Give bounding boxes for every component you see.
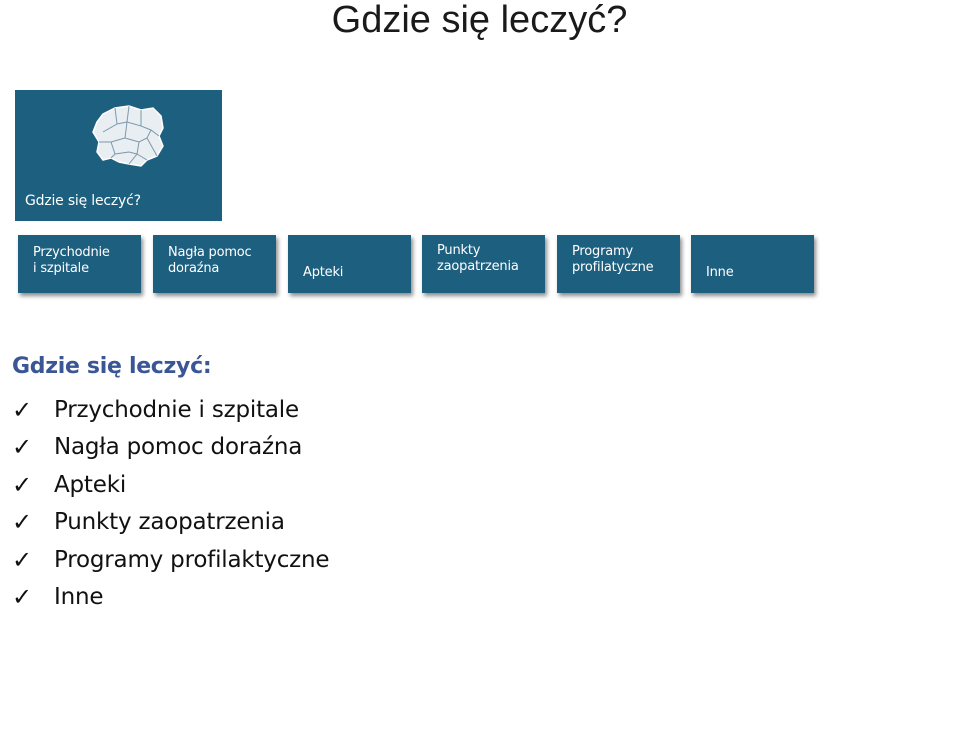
check-icon: ✓	[12, 583, 32, 612]
tile-label: Nagła pomoc doraźna	[168, 245, 252, 276]
list-item-text: Programy profilaktyczne	[54, 546, 330, 573]
hero-tile-gdzie-sie-leczyc[interactable]	[15, 90, 222, 221]
list-item	[12, 466, 329, 504]
check-icon: ✓	[12, 395, 32, 424]
tile-label: Programy profilatyczne	[572, 244, 654, 275]
list-item	[12, 579, 329, 617]
list-item-text: Przychodnie i szpitale	[54, 396, 299, 423]
poland-map-icon	[89, 102, 169, 172]
tile-nagla-pomoc-dorazna[interactable]	[153, 235, 276, 293]
tile-label: Apteki	[303, 265, 344, 280]
tile-programy-profilatyczne[interactable]	[557, 235, 680, 293]
tile-label: Przychodnie i szpitale	[33, 245, 110, 276]
tile-label: Inne	[706, 265, 734, 280]
checklist	[12, 391, 329, 616]
list-item	[12, 429, 329, 467]
list-item-text: Punkty zaopatrzenia	[54, 509, 285, 536]
list-item-text: Nagła pomoc doraźna	[54, 434, 303, 461]
check-icon: ✓	[12, 470, 32, 499]
hero-tile-label: Gdzie się leczyć?	[25, 193, 141, 209]
check-icon: ✓	[12, 433, 32, 462]
category-tiles	[18, 235, 818, 295]
list-item	[12, 541, 329, 579]
check-icon: ✓	[12, 508, 32, 537]
tile-label: Punkty zaopatrzenia	[437, 243, 519, 274]
tile-inne[interactable]	[691, 235, 814, 293]
tile-przychodnie-i-szpitale[interactable]	[18, 235, 141, 293]
tile-apteki[interactable]	[288, 235, 411, 293]
list-item	[12, 504, 329, 542]
list-item	[12, 391, 329, 429]
list-heading: Gdzie się leczyć:	[12, 354, 212, 379]
check-icon: ✓	[12, 545, 32, 574]
list-item-text: Inne	[54, 584, 104, 611]
page-title: Gdzie się leczyć?	[331, 0, 628, 41]
tile-punkty-zaopatrzenia[interactable]	[422, 235, 545, 293]
list-item-text: Apteki	[54, 471, 127, 498]
